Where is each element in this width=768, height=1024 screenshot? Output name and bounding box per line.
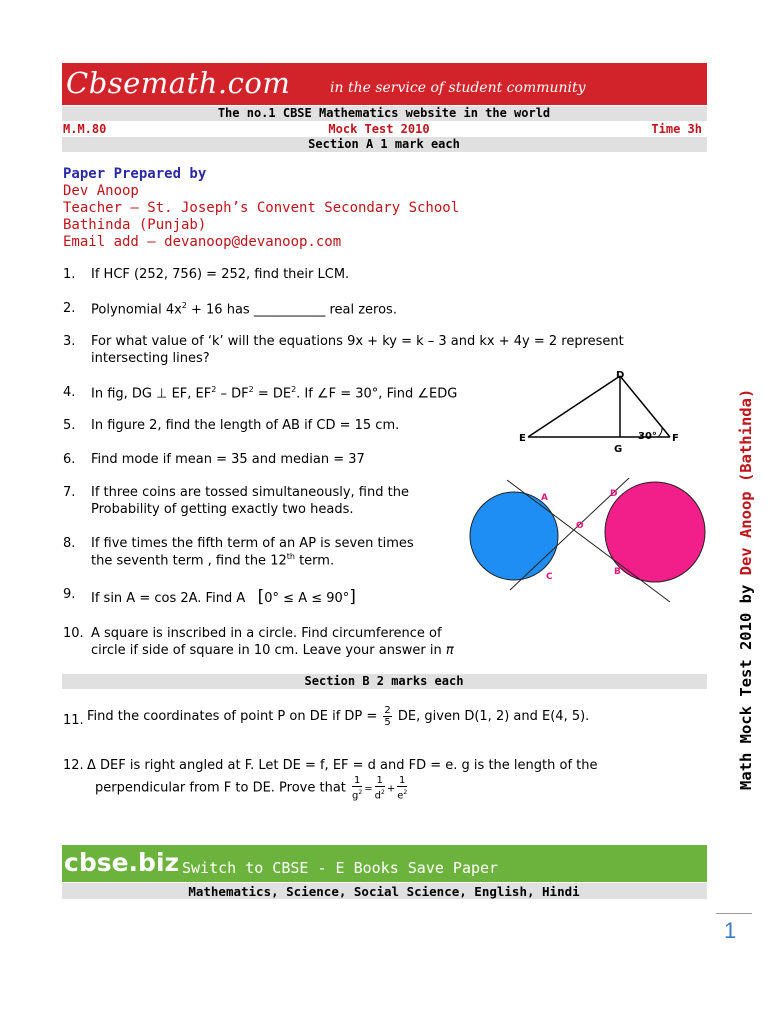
left-circle — [470, 492, 558, 580]
label-b: B — [614, 567, 621, 577]
label-f: F — [672, 433, 679, 444]
q8-number: 8. — [63, 536, 76, 551]
q8-line2: the seventh term , find the 12th term. — [91, 552, 335, 569]
label-o: O — [576, 521, 584, 531]
footer-slogan: Switch to CBSE - E Books Save Paper — [182, 859, 499, 877]
author-email: Email add – devanoop@devanoop.com — [63, 234, 342, 250]
section-b-heading: Section B 2 marks each — [304, 674, 464, 688]
prepared-by: Paper Prepared by — [63, 166, 207, 182]
q3-number: 3. — [63, 334, 76, 349]
q6-text: Find mode if mean = 35 and median = 37 — [91, 452, 365, 467]
q2-number: 2. — [63, 301, 76, 316]
q3-line1: For what value of ‘k’ will the equations 9x + ky = k – 3 and kx + 4y = 2 represent — [91, 334, 624, 349]
label-d: D — [616, 370, 625, 381]
site-logo: Cbsemath.com — [66, 66, 291, 100]
q7-line2: Probability of getting exactly two heads. — [91, 502, 354, 517]
author-place: Bathinda (Punjab) — [63, 217, 207, 233]
site-tagline: in the service of student community — [330, 80, 586, 96]
page-number-rule — [716, 913, 752, 914]
q10-number: 10. — [63, 626, 84, 641]
q12-line1: Δ DEF is right angled at F. Let DE = f, EF = d and FD = e. g is the length of the — [87, 758, 598, 773]
q5-number: 5. — [63, 418, 76, 433]
author-name: Dev Anoop — [63, 183, 139, 199]
q4-number: 4. — [63, 385, 76, 400]
q12-number: 12. — [63, 758, 84, 773]
q5-text: In figure 2, find the length of AB if CD = 15 cm. — [91, 418, 400, 433]
q11-text: Find the coordinates of point P on DE if DP = $\frac{2}{5}$ DE, given D(1, 2) and E(4, 5). — [87, 705, 590, 728]
label-c: C — [546, 572, 553, 582]
section-a-heading: Section A 1 mark each — [308, 137, 460, 151]
label-angle: 30° — [638, 431, 657, 442]
q10-line2: circle if side of square in 10 cm. Leave your answer in π — [91, 643, 454, 658]
q8-line1: If five times the fifth term of an AP is seven times — [91, 536, 414, 551]
angle-arc-f — [658, 427, 662, 437]
triangle-figure — [510, 364, 700, 459]
label-a: A — [541, 493, 548, 503]
q1-text: If HCF (252, 756) = 252, find their LCM. — [91, 267, 350, 282]
side-caption: Math Mock Test 2010 by Dev Anoop (Bathinda) — [737, 388, 755, 790]
footer-subjects: Mathematics, Science, Social Science, English, Hindi — [188, 884, 580, 899]
time-allowed: Time 3h — [651, 122, 702, 136]
website-line: The no.1 CBSE Mathematics website in the world — [217, 106, 551, 120]
q10-line1: A square is inscribed in a circle. Find circumference of — [91, 626, 442, 641]
q11-number: 11. — [63, 713, 84, 728]
label-g: G — [614, 444, 623, 455]
q7-number: 7. — [63, 485, 76, 500]
q9-text: If sin A = cos 2A. Find A [0° ≤ A ≤ 90°] — [91, 587, 356, 607]
footer-brand[interactable]: cbse.biz — [64, 848, 180, 877]
max-marks: M.M.80 — [63, 122, 107, 136]
q6-number: 6. — [63, 452, 76, 467]
label-d2: D — [610, 489, 618, 499]
q2-text: Polynomial $4x^2 + 16$ has ___________ real zeros. — [91, 301, 397, 318]
q12-line2: perpendicular from F to DE. Prove that $\frac{1}{g^2}$ = $\frac{1}{d^2}$ + $\frac{1}{e^2}$ — [95, 775, 408, 802]
label-e: E — [519, 433, 526, 444]
q9-number: 9. — [63, 587, 76, 602]
q3-line2: intersecting lines? — [91, 351, 210, 366]
circles-figure — [462, 476, 712, 606]
q1-number: 1. — [63, 267, 76, 282]
edge-ed — [528, 376, 620, 437]
test-name: Mock Test 2010 — [328, 122, 430, 136]
q7-line1: If three coins are tossed simultaneously, find the — [91, 485, 409, 500]
page-number: 1 — [724, 918, 737, 943]
q4-text: In fig, DG ⊥ EF, $EF^2 - DF^2 = DE^2$. If ∠F = 30°, Find ∠EDG — [91, 385, 458, 402]
author-title: Teacher – St. Joseph’s Convent Secondary School — [63, 200, 460, 216]
q9-range: 0° ≤ A ≤ 90° — [264, 591, 350, 606]
